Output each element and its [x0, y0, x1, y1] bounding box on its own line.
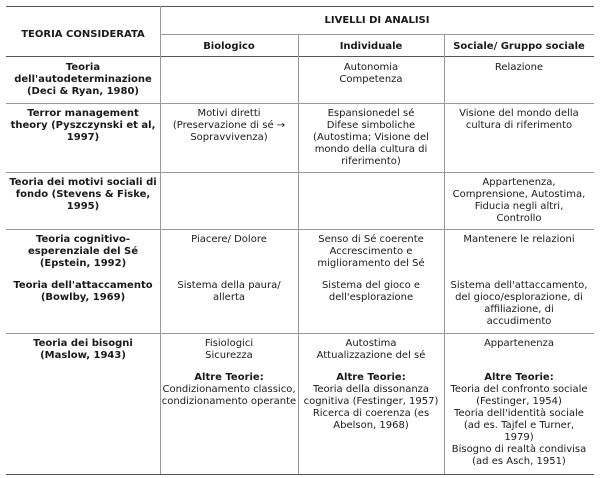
- row-individuale: Espansionedel sé Difese simboliche (Autostima; Visione del mondo della cultura di riferimento): [313, 108, 429, 167]
- header-bottom-border: [6, 56, 594, 57]
- top-border: [6, 6, 594, 7]
- row-divider: [6, 172, 594, 173]
- row-biologico: Fisiologici Sicurezza: [204, 338, 254, 361]
- row-theory: Terror management theory (Pyszczynski et al, 1997): [10, 108, 156, 143]
- row-sociale: Relazione: [494, 62, 544, 73]
- other-individuale: Teoria della dissonanza cognitiva (Festinger, 1957) Ricerca di coerenza (es Abelson, 1968): [303, 384, 439, 431]
- bottom-border: [6, 474, 594, 475]
- row-sociale: Mantenere le relazioni: [463, 234, 575, 245]
- row-sociale: Appartenenza, Comprensione, Autostima, Fiducia negli altri, Controllo: [452, 177, 586, 224]
- row-theory: Teoria dell'attaccamento (Bowlby, 1969): [13, 280, 153, 303]
- other-biologico: Condizionamento classico, condizionamento operante: [161, 384, 297, 407]
- row-theory: Teoria dell'autodeterminazione (Deci & Ryan, 1980): [14, 62, 152, 97]
- header-sociale: Sociale/ Gruppo sociale: [453, 41, 585, 52]
- header-biologico: Biologico: [203, 41, 255, 52]
- header-theory: TEORIA CONSIDERATA: [21, 29, 145, 40]
- other-label-biologico: Altre Teorie:: [194, 372, 264, 383]
- row-theory: Teoria dei bisogni (Maslow, 1943): [33, 338, 133, 361]
- other-label-sociale: Altre Teorie:: [484, 372, 554, 383]
- header-subdivider: [160, 34, 594, 35]
- row-divider: [6, 333, 594, 334]
- header-individuale: Individuale: [339, 41, 403, 52]
- row-divider: [6, 229, 594, 230]
- row-theory: Teoria dei motivi sociali di fondo (Stevens & Fiske, 1995): [9, 177, 157, 212]
- row-biologico: Sistema della paura/ allerta: [177, 280, 281, 303]
- row-sociale: Visione del mondo della cultura di riferimento: [459, 108, 579, 131]
- other-sociale: Teoria del confronto sociale (Festinger, 1954) Teoria dell'identità sociale (ad es. Tajfel e Turner, 1979) Bisogno di realtà condivisa (ad es Asch, 1951): [450, 384, 588, 467]
- other-label-individuale: Altre Teorie:: [336, 372, 406, 383]
- row-theory: Teoria cognitivo- esperenziale del Sé (Epstein, 1992): [27, 234, 139, 269]
- row-individuale: Autostima Attualizzazione del sé: [316, 338, 426, 361]
- row-divider: [6, 103, 594, 104]
- row-sociale: Appartenenza: [483, 338, 555, 349]
- row-individuale: Sistema del gioco e dell'esplorazione: [321, 280, 421, 303]
- header-levels: LIVELLI DI ANALISI: [324, 15, 430, 26]
- row-sociale: Sistema dell'attaccamento, del gioco/esplorazione, di affiliazione, di accudimento: [450, 280, 588, 327]
- row-individuale: Autonomia Competenza: [339, 62, 403, 85]
- row-biologico: Motivi diretti (Preservazione di sé → Sopravvivenza): [172, 108, 286, 143]
- row-individuale: Senso di Sé coerente Accrescimento e miglioramento del Sé: [317, 234, 425, 269]
- row-biologico: Piacere/ Dolore: [191, 234, 267, 245]
